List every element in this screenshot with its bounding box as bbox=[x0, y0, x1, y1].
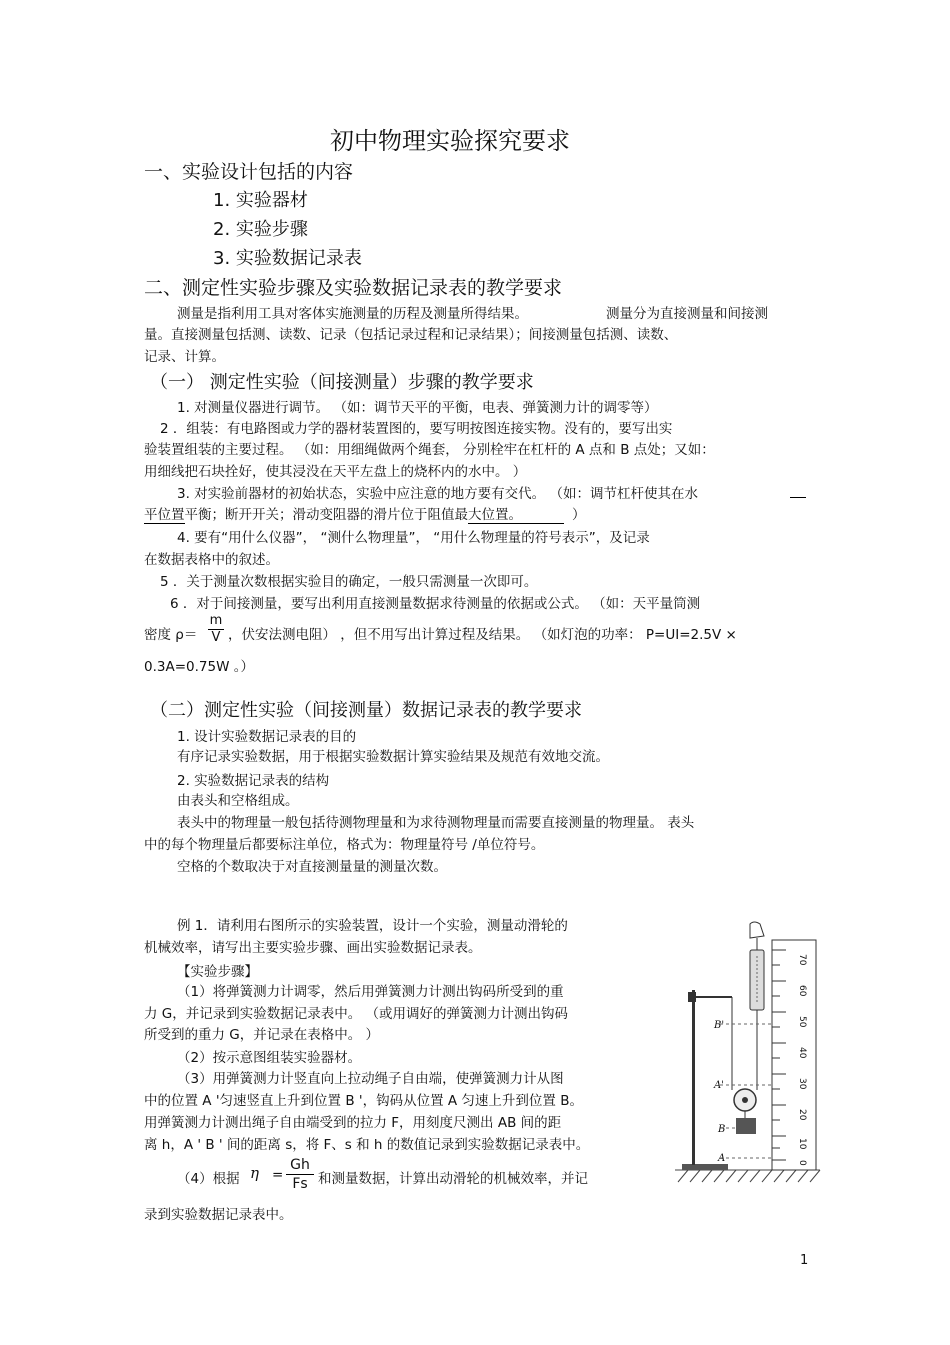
point-label-b: B bbox=[718, 1124, 726, 1135]
section2-heading: 二、测定性实验步骤及实验数据记录表的教学要求 bbox=[144, 277, 563, 299]
intro-text: 测量分为直接测量和间接测 bbox=[606, 306, 768, 322]
intro-text: 记录、计算。 bbox=[144, 349, 225, 365]
step-text: （1）将弹簧测力计调零，然后用弹簧测力计测出钩码所受到的重 bbox=[177, 984, 564, 1000]
requirement-2: 2 ．组装：有电路图或力学的器材装置图的，要写明按图连接实物。没有的，要写出实 bbox=[160, 421, 673, 437]
list-item: 3. 实验数据记录表 bbox=[213, 248, 362, 269]
ruler-tick-label: 20 bbox=[797, 1109, 807, 1121]
ruler-tick-label: 40 bbox=[797, 1047, 807, 1059]
table-structure: 2. 实验数据记录表的结构 bbox=[177, 773, 330, 789]
step-text: （4）根据 bbox=[177, 1171, 240, 1187]
table-header-rule: 中的每个物理量后都要标注单位，格式为：物理量符号 /单位符号。 bbox=[144, 837, 545, 853]
underlined-text: 大位置。 bbox=[468, 507, 522, 523]
requirement-3 bbox=[144, 503, 586, 524]
fraction-numerator: Gh bbox=[290, 1157, 310, 1173]
ruler-tick-label: 50 bbox=[797, 1016, 807, 1028]
part1-heading: （一） 测定性实验（间接测量）步骤的教学要求 bbox=[150, 372, 534, 393]
requirement-2: 验装置组装的主要过程。 （如：用细绳做两个绳套， 分别栓牢在杠杆的 A 点和 B 点处；又如： bbox=[144, 442, 715, 458]
pulley-apparatus-figure bbox=[670, 920, 830, 1185]
equals-sign: = bbox=[272, 1167, 284, 1183]
table-header-rule: 表头中的物理量一般包括待测物理量和为求待测物理量而需要直接测量的物理量。 表头 bbox=[177, 815, 695, 831]
step-text: 和测量数据，计算出动滑轮的机械效率，并记 bbox=[318, 1171, 588, 1187]
requirement-6: 密度 ρ＝ bbox=[144, 627, 198, 643]
requirement-6: 0.3A=0.75W 。） bbox=[144, 659, 254, 675]
section1-heading: 一、实验设计包括的内容 bbox=[144, 161, 354, 183]
step-text: 力 G，并记录到实验数据记录表中。 （或用调好的弹簧测力计测出钩码 bbox=[144, 1006, 569, 1022]
density-fraction bbox=[208, 613, 224, 646]
step-text: 录到实验数据记录表中。 bbox=[144, 1207, 293, 1223]
ruler-tick-label: 10 bbox=[797, 1138, 807, 1150]
requirement-1: 1. 对测量仪器进行调节。 （如：调节天平的平衡，电表、弹簧测力计的调零等） bbox=[177, 400, 658, 416]
page-number: 1 bbox=[800, 1253, 809, 1268]
eta-symbol: η bbox=[250, 1164, 259, 1182]
list-item: 2. 实验步骤 bbox=[213, 219, 308, 240]
step-text: 中的位置 A '匀速竖直上升到位置 B '，钩码从位置 A 匀速上升到位置 B。 bbox=[144, 1093, 583, 1109]
table-cell-rule: 空格的个数取决于对直接测量量的测量次数。 bbox=[177, 859, 447, 875]
point-label-a-prime: A' bbox=[714, 1080, 724, 1091]
step-text: 离 h，A ' B ' 间的距离 s，将 F、s 和 h 的数值记录到实验数据记录表中。 bbox=[144, 1137, 590, 1153]
steps-label: 【实验步骤】 bbox=[177, 964, 258, 980]
requirement-3-text: ） bbox=[572, 507, 586, 523]
underlined-text: 平位置 bbox=[144, 507, 185, 523]
underline-mark bbox=[790, 497, 806, 498]
ruler-tick-label: 0 bbox=[797, 1160, 807, 1166]
example-text: 例 1．请利用右图所示的实验装置，设计一个实验，测量动滑轮的 bbox=[177, 918, 568, 934]
table-structure: 由表头和空格组成。 bbox=[177, 793, 299, 809]
part2-heading: （二）测定性实验（间接测量）数据记录表的教学要求 bbox=[150, 700, 582, 721]
requirement-6: ，伏安法测电阻） ，但不用写出计算过程及结果。 （如灯泡的功率： P=UI=2.5V × bbox=[228, 627, 737, 643]
point-label-a: A bbox=[718, 1153, 726, 1164]
requirement-4: 4. 要有“用什么仪器”， “测什么物理量”， “用什么物理量的符号表示”，及记录 bbox=[177, 530, 650, 546]
intro-text: 测量是指利用工具对客体实施测量的历程及测量所得结果。 bbox=[177, 306, 528, 322]
step-text: 所受到的重力 G，并记录在表格中。 ） bbox=[144, 1027, 380, 1043]
step-text: 用弹簧测力计测出绳子自由端受到的拉力 F，用刻度尺测出 AB 间的距 bbox=[144, 1115, 562, 1131]
efficiency-fraction bbox=[286, 1156, 314, 1193]
example-text: 机械效率，请写出主要实验步骤、画出实验数据记录表。 bbox=[144, 940, 482, 956]
fraction-numerator: m bbox=[209, 613, 223, 628]
fraction-denominator: V bbox=[211, 630, 221, 645]
requirement-5: 5 ．关于测量次数根据实验目的确定，一般只需测量一次即可。 bbox=[160, 574, 538, 590]
step-text: （2）按示意图组装实验器材。 bbox=[177, 1050, 362, 1066]
table-purpose: 1. 设计实验数据记录表的目的 bbox=[177, 729, 357, 745]
table-purpose: 有序记录实验数据，用于根据实验数据计算实验结果及规范有效地交流。 bbox=[177, 749, 609, 765]
page-title: 初中物理实验探究要求 bbox=[330, 127, 570, 155]
intro-text: 量。直接测量包括测、读数、记录（包括记录过程和记录结果）；间接测量包括测、读数、 bbox=[144, 327, 678, 343]
requirement-3-text: 平衡；断开开关；滑动变阻器的滑片位于阻值最 bbox=[184, 507, 468, 523]
ruler-tick-label: 60 bbox=[797, 985, 807, 997]
ruler-tick-label: 70 bbox=[797, 954, 807, 966]
ruler-tick-label: 30 bbox=[797, 1078, 807, 1090]
underline-blank bbox=[522, 507, 564, 524]
requirement-4: 在数据表格中的叙述。 bbox=[144, 552, 279, 568]
fraction-denominator: Fs bbox=[292, 1176, 308, 1192]
requirement-2: 用细线把石块拴好，使其浸没在天平左盘上的烧杯内的水中。 ） bbox=[144, 464, 527, 480]
requirement-3: 3. 对实验前器材的初始状态，实验中应注意的地方要有交代。 （如：调节杠杆使其在水 bbox=[177, 486, 698, 502]
list-item: 1. 实验器材 bbox=[213, 190, 308, 211]
step-text: （3）用弹簧测力计竖直向上拉动绳子自由端，使弹簧测力计从图 bbox=[177, 1071, 564, 1087]
point-label-b-prime: B' bbox=[714, 1020, 725, 1031]
requirement-6: 6 ．对于间接测量，要写出利用直接测量数据求待测量的依据或公式。 （如：天平量筒测 bbox=[170, 596, 701, 612]
